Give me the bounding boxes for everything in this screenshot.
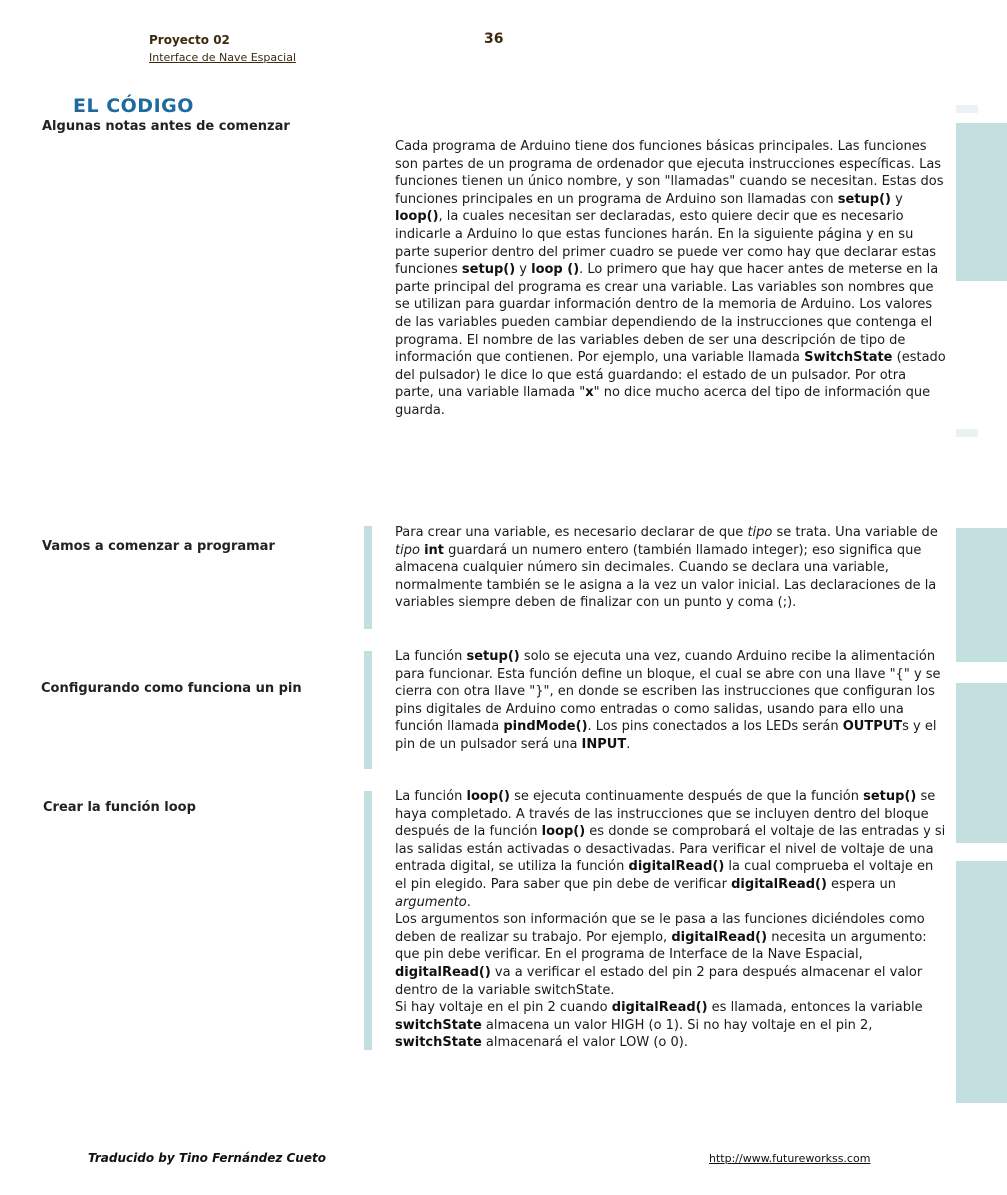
- emphasis-code: switchState: [395, 1035, 482, 1051]
- text-run: Cada programa de Arduino tiene dos funciones básicas principales. Las funciones son partes de un programa de ordenador que ejecuta instrucciones específicas. Las funciones tienen un único nombre, y son "llamadas" cuando se necesitan. Estas dos funciones principales en un programa de Arduino son llamadas con: [395, 139, 944, 207]
- sidebar-tab-marker: [956, 429, 978, 437]
- text-run: s y el pin de un pulsador será una: [395, 719, 937, 752]
- emphasis-code: setup(): [466, 649, 520, 664]
- section-rule: [364, 791, 372, 1050]
- emphasis-code: INPUT: [581, 736, 627, 752]
- section-label: Configurando como funciona un pin: [41, 681, 302, 696]
- project-label: Proyecto 02: [149, 33, 230, 47]
- section-paragraph: [395, 524, 947, 612]
- text-run: Los argumentos son información que se le pasa a las funciones diciéndoles como deben de realizar su trabajo. Por ejemplo,: [395, 912, 925, 945]
- text-run: La función: [395, 789, 467, 804]
- sidebar-tab: [956, 861, 1007, 1103]
- emphasis-code: digitalRead(): [611, 1000, 708, 1016]
- project-subtitle-link[interactable]: Interface de Nave Espacial: [149, 51, 297, 64]
- text-run: Si hay voltaje en el pin 2 cuando: [395, 1000, 612, 1016]
- text-run: y: [890, 191, 903, 207]
- page-number: 36: [484, 31, 504, 47]
- section-paragraph: [395, 138, 947, 420]
- emphasis-code: int: [424, 542, 444, 558]
- emphasis-code: digitalRead(): [671, 929, 768, 945]
- text-run: la cual comprueba el voltaje en el pin elegido. Para saber que pin debe de verificar: [395, 859, 934, 892]
- text-run: espera un: [826, 876, 896, 892]
- text-run: . Lo primero que hay que hacer antes de meterse en la parte principal del programa es crear una variable. Las variables son nombres que se utilizan para guardar información dentro de la memoria de Arduino. Los valores de las variables pueden cambiar dependiendo de la instrucciones que contenga el programa. El nombre de las variables deben de ser una descripción de tipo de información que contienen. Por ejemplo, una variable llamada: [395, 262, 939, 366]
- emphasis-code: loop(): [541, 824, 586, 840]
- text-run: es llamada, entonces la variable: [707, 1000, 923, 1016]
- emphasis-code: loop (): [531, 262, 580, 278]
- text-run: almacenará el valor LOW (o 0).: [481, 1035, 688, 1051]
- emphasis-code: setup(): [461, 262, 516, 278]
- text-run: Para crear una variable, es necesario declarar de que: [395, 525, 748, 540]
- emphasis-code: loop(): [466, 789, 510, 804]
- section-label: Vamos a comenzar a programar: [42, 539, 275, 554]
- text-run: .: [466, 894, 471, 910]
- section-rule: [364, 526, 372, 629]
- sidebar-tab: [956, 123, 1007, 281]
- text-run: necesita un argumento: que pin debe verificar. En el programa de Interface de la Nave Espacial,: [395, 929, 927, 963]
- emphasis-code: setup(): [837, 191, 891, 207]
- sidebar-tab: [956, 683, 1007, 843]
- text-run: , la cuales necesitan ser declaradas, esto quiere decir que es necesario indicarle a Arduino lo que estas funciones harán. En la siguiente página y en su parte superior dentro del primer cuadro se puede ver como hay que declarar estas funciones: [395, 209, 937, 278]
- text-run: y: [515, 262, 532, 278]
- section-rule: [364, 651, 372, 769]
- text-run: La función: [395, 649, 467, 664]
- text-run: se haya completado. A través de las instrucciones que se incluyen dentro del bloque después de la función: [395, 789, 936, 840]
- emphasis-code: loop(): [395, 209, 439, 225]
- text-run: va a verificar el estado del pin 2 para después almacenar el valor dentro de la variable switchState.: [395, 964, 923, 998]
- text-run: (estado del pulsador) le dice lo que está guardando: el estado de un pulsador. Por otra parte, una variable llamada ": [395, 350, 946, 401]
- emphasis-code: digitalRead(): [628, 859, 725, 875]
- section-paragraph: [395, 788, 947, 1052]
- emphasis-code: x: [585, 385, 594, 401]
- text-run: . Los pins conectados a los LEDs serán: [587, 719, 843, 735]
- emphasis-italic: argumento: [395, 894, 467, 910]
- section-label: Crear la función loop: [43, 800, 196, 815]
- emphasis-code: pindMode(): [503, 719, 588, 735]
- emphasis-code: digitalRead(): [395, 964, 491, 980]
- text-run: se trata. Una variable de: [772, 525, 938, 540]
- emphasis-code: switchState: [395, 1017, 482, 1033]
- text-run: es donde se comprobará el voltaje de las entradas y si las salidas están activadas o desactivadas. Para verificar el nivel de voltaje de una entrada digital, se utiliza la función: [395, 824, 946, 875]
- translator-credit: Traducido by Tino Fernández Cueto: [88, 1151, 326, 1165]
- website-link[interactable]: http://www.futureworkss.com: [709, 1152, 871, 1165]
- section-label: Algunas notas antes de comenzar: [42, 119, 290, 134]
- sidebar-tab-marker: [956, 105, 978, 113]
- text-run: guardará un numero entero (también llamado integer); eso significa que almacena cualquier número sin decimales. Cuando se declara una variable, normalmente también se le asigna a la vez un valor inicial. Las declaraciones de la variables siempre deben de finalizar con un punto y coma (;).: [395, 542, 937, 611]
- emphasis-code: SwitchState: [804, 350, 893, 366]
- emphasis-italic: tipo: [747, 525, 773, 540]
- text-run: almacena un valor HIGH (o 1). Si no hay voltaje en el pin 2,: [481, 1017, 873, 1033]
- emphasis-code: setup(): [863, 789, 917, 804]
- sidebar-tab: [956, 528, 1007, 662]
- text-run: solo se ejecuta una vez, cuando Arduino recibe la alimentación para funcionar. Esta función define un bloque, el cual se abre con una llave "{" y se cierra con otra llave "}", en donde se escriben las instrucciones que configuran los pins digitales de Arduino como entradas o como salidas, usando para ello una función llamada: [395, 649, 941, 735]
- section-paragraph: [395, 648, 947, 754]
- text-run: se ejecuta continuamente después de que la función: [510, 789, 864, 804]
- section-title: EL CÓDIGO: [73, 95, 194, 117]
- text-run: " no dice mucho acerca del tipo de información que guarda.: [395, 385, 931, 418]
- emphasis-code: digitalRead(): [731, 876, 827, 892]
- emphasis-code: OUTPUT: [842, 719, 903, 735]
- emphasis-italic: tipo: [395, 542, 420, 558]
- text-run: .: [626, 736, 631, 752]
